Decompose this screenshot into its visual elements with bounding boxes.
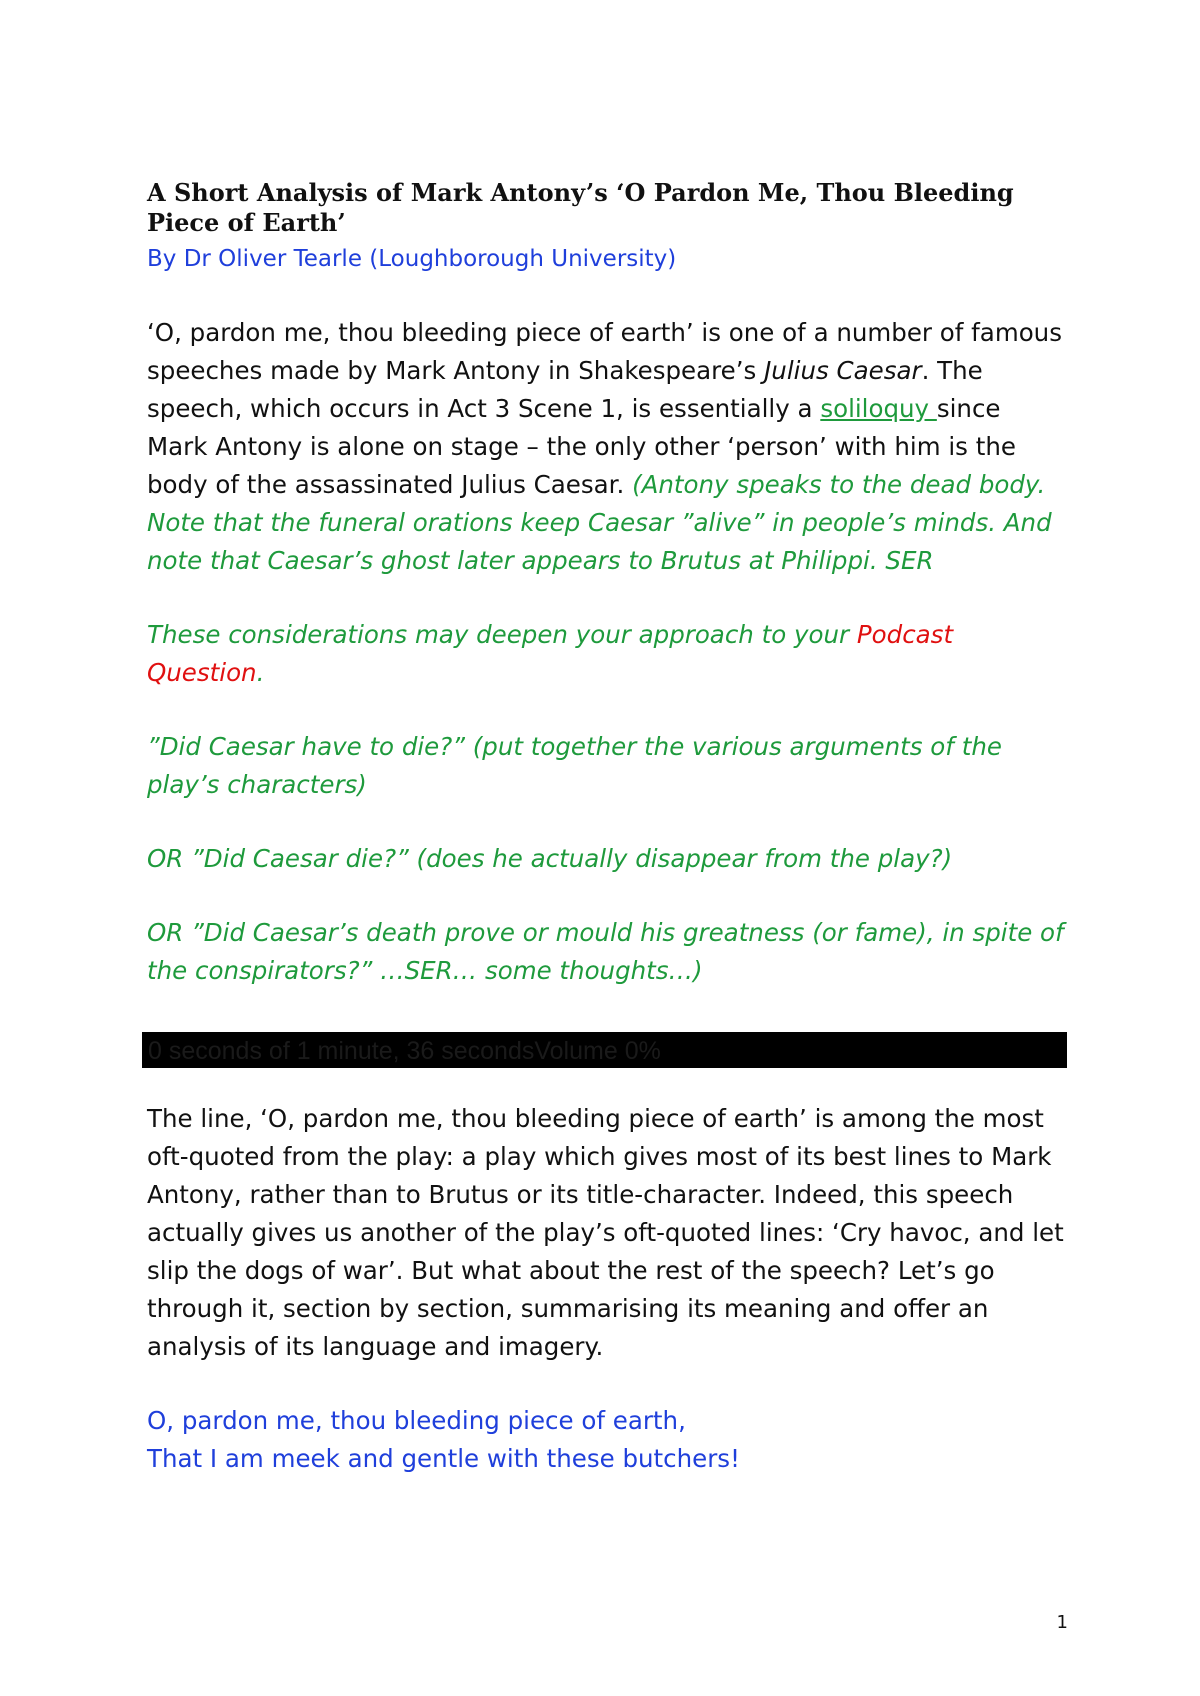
player-volume-text: Volume 0%: [534, 1037, 661, 1065]
intro-text-2: . The speech, which occurs in Act 3 Scene 1, is essentially a: [147, 356, 983, 423]
spacer: [147, 580, 1067, 616]
document-top-content: [147, 178, 1067, 990]
media-player-bar[interactable]: [142, 1032, 1067, 1068]
considerations-end: .: [256, 658, 265, 687]
play-title: Julius Caesar: [764, 356, 922, 385]
spacer: [147, 278, 1067, 314]
player-status-text: [148, 1036, 661, 1066]
document-lower-content: [147, 1100, 1067, 1478]
body-paragraph: The line, ‘O, pardon me, thou bleeding piece of earth’ is among the most oft-quoted from the play: a play which gives most of its best lines to Mark Antony, rather than to Brutus or its title-character. Indeed, this speech actually gives us another of the play’s oft-quoted lines: ‘Cry havoc, and let slip the dogs of war’. But what about the rest of the speech? Let’s go through it, section by section, summarising its meaning and offer an analysis of its language and imagery.: [147, 1104, 1064, 1361]
intro-text-3: since Mark Antony is alone on stage – the only other ‘person’ with him is the body of the assassinated Julius Caesar.: [147, 394, 1016, 499]
intro-text-1: ‘O, pardon me, thou bleeding piece of earth’ is one of a number of famous speeches made by Mark Antony in Shakespeare’s: [147, 318, 1062, 385]
question-2: OR ”Did Caesar die?” (does he actually disappear from the play?): [147, 844, 953, 873]
question-1: ”Did Caesar have to die?” (put together the various arguments of the play’s characters): [147, 732, 1002, 799]
soliloquy-link[interactable]: soliloquy: [820, 394, 937, 423]
page-title: A Short Analysis of Mark Antony’s ‘O Pardon Me, Thou Bleeding Piece of Earth’: [147, 178, 1014, 237]
question-3: OR ”Did Caesar’s death prove or mould his greatness (or fame), in spite of the conspirators?” …SER… some thoughts…): [147, 918, 1064, 985]
quote-line-1: O, pardon me, thou bleeding piece of earth,: [147, 1406, 686, 1435]
quote-line-2: That I am meek and gentle with these butchers!: [147, 1444, 740, 1473]
intro-paragraph: [147, 314, 1067, 580]
spacer: [147, 692, 1067, 728]
player-time-text: 0 seconds of 1 minute, 36 seconds: [148, 1037, 535, 1065]
spacer: [147, 1366, 1067, 1402]
considerations-text: These considerations may deepen your approach to your: [147, 620, 857, 649]
author-byline: By Dr Oliver Tearle (Loughborough University): [147, 246, 677, 272]
considerations-paragraph: [147, 616, 1067, 692]
page-number: 1: [1056, 1612, 1068, 1633]
teacher-annotation: (Antony speaks to the dead body. Note that the funeral orations keep Caesar ”alive” in people’s minds. And note that Caesar’s ghost later appears to Brutus at Philippi. SER: [147, 470, 1052, 575]
spacer: [147, 878, 1067, 914]
podcast-question-highlight: Podcast Question: [147, 620, 954, 687]
spacer: [147, 804, 1067, 840]
